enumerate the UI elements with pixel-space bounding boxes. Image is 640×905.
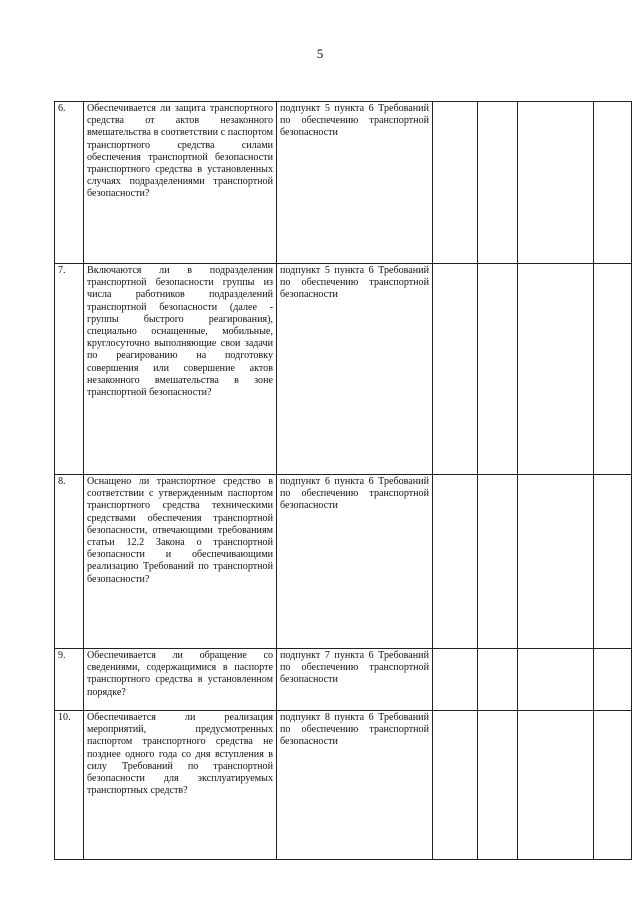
row-number: 9. xyxy=(55,649,84,711)
reference-cell: подпункт 8 пункта 6 Требований по обеспечению транспортной безопасности xyxy=(277,711,433,860)
empty-cell xyxy=(478,711,518,860)
reference-cell: подпункт 5 пункта 6 Требований по обеспечению транспортной безопасности xyxy=(277,264,433,475)
row-number: 6. xyxy=(55,102,84,264)
empty-cell xyxy=(518,649,594,711)
row-number: 10. xyxy=(55,711,84,860)
empty-cell xyxy=(594,264,632,475)
empty-cell xyxy=(478,102,518,264)
checklist-table xyxy=(54,101,632,860)
empty-cell xyxy=(478,264,518,475)
empty-cell xyxy=(594,475,632,649)
table-row xyxy=(55,711,632,860)
empty-cell xyxy=(433,102,478,264)
empty-cell xyxy=(433,264,478,475)
question-cell: Включаются ли в подразделения транспортной безопасности группы из числа работников подразделений транспортной безопасности (далее - группы быстрого реагирования), специально оснащенные, мобильные, круглосуточно выполняющие свои задачи по реагированию на подготовку совершения или совершение актов незаконного вмешательства в зоне транспортной безопасности? xyxy=(84,264,277,475)
empty-cell xyxy=(433,649,478,711)
table-row xyxy=(55,649,632,711)
empty-cell xyxy=(594,711,632,860)
question-cell: Обеспечивается ли обращение со сведениями, содержащимися в паспорте транспортного средства в установленном порядке? xyxy=(84,649,277,711)
reference-cell: подпункт 5 пункта 6 Требований по обеспечению транспортной безопасности xyxy=(277,102,433,264)
empty-cell xyxy=(518,102,594,264)
empty-cell xyxy=(433,475,478,649)
empty-cell xyxy=(594,102,632,264)
empty-cell xyxy=(478,649,518,711)
empty-cell xyxy=(518,711,594,860)
question-cell: Обеспечивается ли защита транспортного средства от актов незаконного вмешательства в соответствии с паспортом транспортного средства силами обеспечения транспортной безопасности транспортного средства в установленных случаях подразделениями транспортной безопасности? xyxy=(84,102,277,264)
row-number: 8. xyxy=(55,475,84,649)
question-cell: Оснащено ли транспортное средство в соответствии с утвержденным паспортом транспортного средства техническими средствами обеспечения транспортной безопасности, отвечающими требованиям статьи 12.2 Закона о транспортной безопасности и обеспечивающими реализацию Требований по транспортной безопасности? xyxy=(84,475,277,649)
empty-cell xyxy=(594,649,632,711)
empty-cell xyxy=(518,475,594,649)
table-row xyxy=(55,264,632,475)
table-row xyxy=(55,475,632,649)
empty-cell xyxy=(433,711,478,860)
empty-cell xyxy=(518,264,594,475)
row-number: 7. xyxy=(55,264,84,475)
page-number: 5 xyxy=(316,46,324,61)
reference-cell: подпункт 7 пункта 6 Требований по обеспечению транспортной безопасности xyxy=(277,649,433,711)
empty-cell xyxy=(478,475,518,649)
reference-cell: подпункт 6 пункта 6 Требований по обеспечению транспортной безопасности xyxy=(277,475,433,649)
question-cell: Обеспечивается ли реализация мероприятий, предусмотренных паспортом транспортного средства не позднее одного года со дня вступления в силу Требований по транспортной безопасности для эксплуатируемых транспортных средств? xyxy=(84,711,277,860)
table-row xyxy=(55,102,632,264)
